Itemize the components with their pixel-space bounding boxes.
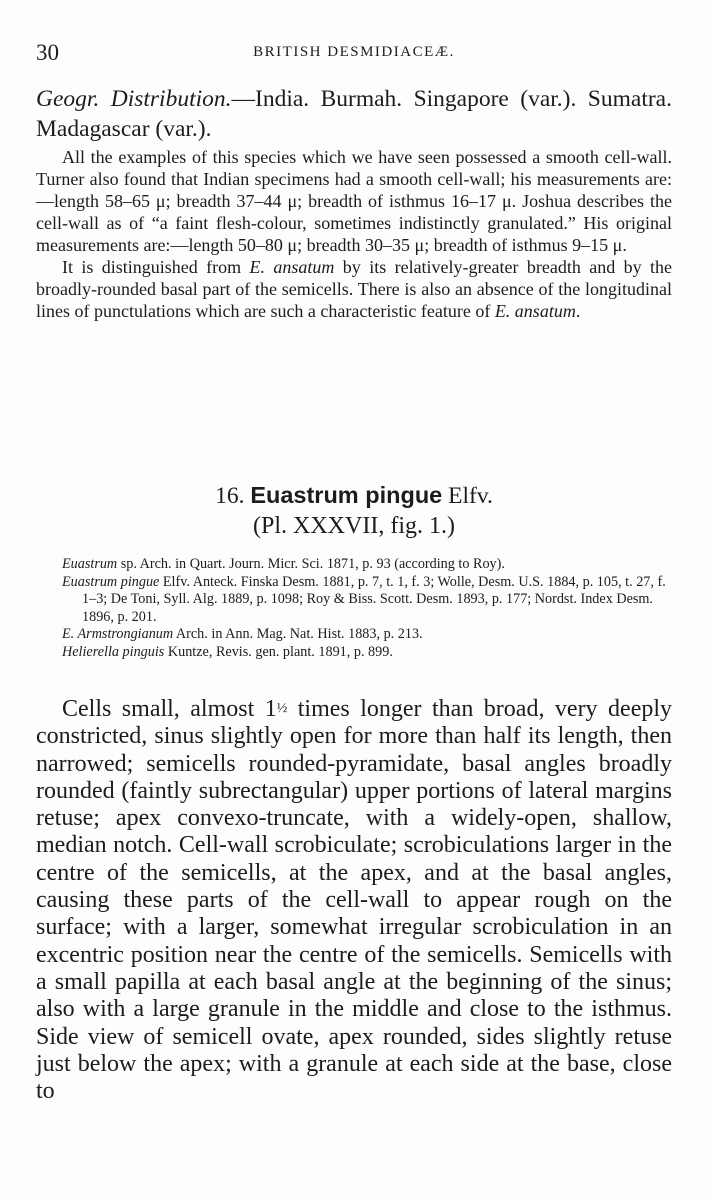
distribution-text: —India. Burmah. Singapore (var.). Sumatra. Madagascar (var.). bbox=[36, 86, 672, 142]
taxon-name: E. ansatum bbox=[494, 301, 576, 321]
geographic-distribution bbox=[36, 84, 672, 144]
taxon-name: E. ansatum bbox=[249, 257, 335, 277]
synonym-entry: Helierella pinguis Kuntze, Revis. gen. plant. 1891, p. 899. bbox=[62, 643, 393, 660]
description-paragraph: Cells small, almost 1½ times longer than broad, very deeply constricted, sinus slightly open for more than half its length, then narrowed; semicells rounded-pyramidate, basal angles broadly rounded (faintly subrectangular) upper portions of lateral margins retuse; apex convexo-truncate, with a widely-open, shallow, median notch. Cell-wall scrobiculate; scrobiculations larger in the centre of the semicells, at the apex, and at the basal angles, causing these parts of the cell-wall to appear rough on the surface; with a larger, somewhat irregular scrobiculation in an excentric position near the centre of the semicells. Semicells with a small papilla at each basal angle at the beginning of the sinus; also with a large granule in the middle and close to the isthmus. Side view of semicell ovate, apex rounded, sides slightly retuse just below the apex; with a granule at each side at the base, close to bbox=[36, 696, 673, 1105]
distribution-label: Geogr. Distribution. bbox=[36, 86, 232, 112]
notes-paragraph-1: All the examples of this species which we have seen possessed a smooth cell-wall. Turner also found that Indian specimens had a smooth cell-wall; his measurements are:—length 58–65 μ; breadth 37–44 μ; breadth of isthmus 16–17 μ. Joshua describes the cell-wall as of “a faint flesh-colour, sometimes indistinctly granulated.” His original measurements are:—length 50–80 μ; breadth 30–35 μ; breadth of isthmus 9–15 μ. bbox=[36, 147, 672, 255]
notes-paragraph-2: It is distinguished from E. ansatum by its relatively-greater breadth and by the broadly-rounded basal part of the semicells. There is also an absence of the longitudinal lines of punctulations which are such a characteristic feature of E. ansatum. bbox=[36, 257, 672, 321]
species-name: Euastrum pingue bbox=[250, 482, 443, 508]
running-head: BRITISH DESMIDIACEÆ. bbox=[253, 44, 455, 60]
species-number: 16. bbox=[215, 483, 245, 509]
synonym-entry: E. Armstrongianum Arch. in Ann. Mag. Nat. Hist. 1883, p. 213. bbox=[62, 626, 423, 643]
species-author: Elfv. bbox=[448, 483, 493, 509]
plate-reference: (Pl. XXXVII, fig. 1.) bbox=[253, 513, 455, 539]
page-header bbox=[36, 40, 672, 66]
page-number: 30 bbox=[36, 40, 59, 65]
species-notes bbox=[36, 146, 672, 322]
fraction-half: ½ bbox=[276, 701, 288, 716]
species-heading bbox=[36, 480, 672, 511]
synonymy-list bbox=[62, 556, 668, 662]
synonym-entry: Euastrum pingue Elfv. Anteck. Finska Desm. 1881, p. 7, t. 1, f. 3; Wolle, Desm. U.S. 1884, p. 105, t. 27, f. 1–3; De Toni, Syll. Alg. 1889, p. 1098; Roy & Biss. Scott. Desm. 1893, p. 177; Nordst. Index Desm. 1896, p. 201. bbox=[62, 573, 666, 625]
species-description bbox=[36, 695, 672, 1105]
synonym-entry: Euastrum sp. Arch. in Quart. Journ. Micr. Sci. 1871, p. 93 (according to Roy). bbox=[62, 556, 505, 572]
